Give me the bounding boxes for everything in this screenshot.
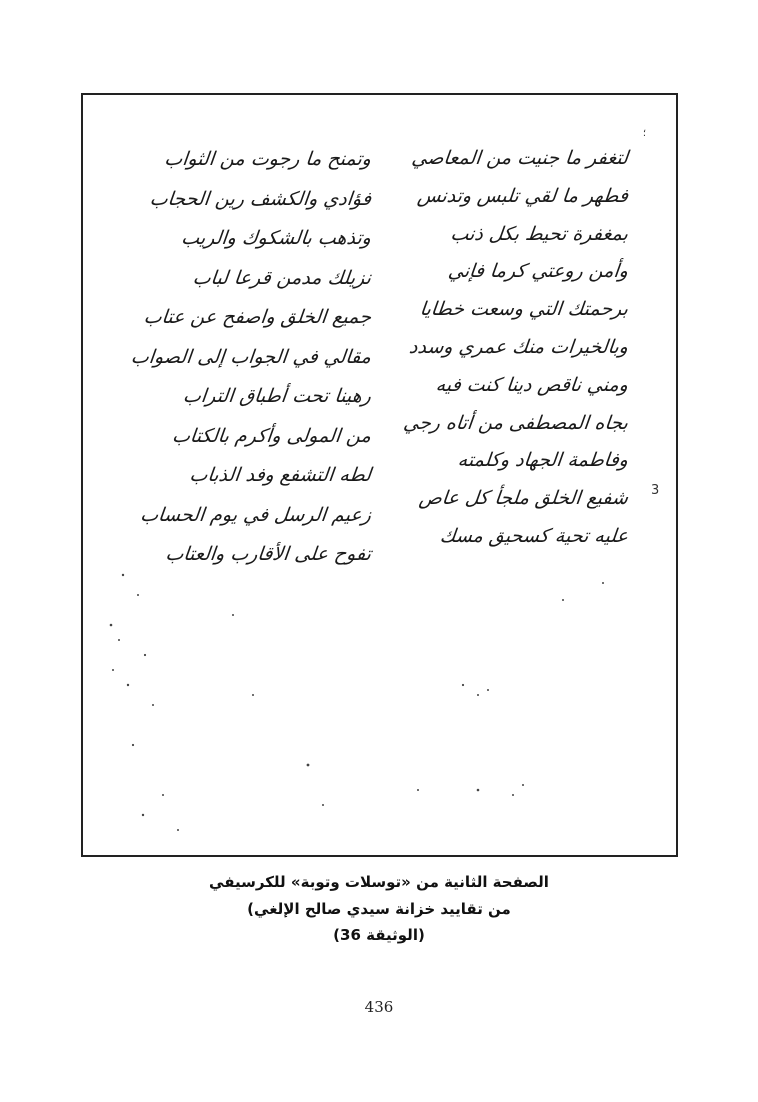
caption-title: الصفحة الثانية من «توسلات وتوبة» للكرسيفي xyxy=(209,873,549,891)
manuscript-left-column xyxy=(106,140,371,575)
verse-line: برحمتك التي وسعت خطايا xyxy=(418,298,630,321)
verse-line: فؤادي والكشف رين الحجاب xyxy=(148,187,373,210)
verse-line: بجاه المصطفى من أتاه رجي xyxy=(402,411,630,434)
verse-line: فطهر ما لقي تلبس وتدنس xyxy=(416,184,630,207)
verse-line: لطه التشفع وفد الذباب xyxy=(188,464,373,486)
verse-line: زعيم الرسل في يوم الحساب xyxy=(139,503,373,526)
verse-line: عليه تحية كسحيق مسك xyxy=(438,524,630,547)
verse-line: رهينا تحت أطباق التراب xyxy=(182,385,373,407)
verse-line: لتغفر ما جنيت من المعاصي xyxy=(410,147,630,169)
verse-line: نزيلك مدمن قرعا لباب xyxy=(191,266,373,289)
verse-line: بمغفرة تحيط بكل ذنب xyxy=(449,222,630,245)
verse-line: جميع الخلق واصفح عن عتاب xyxy=(142,306,373,328)
verse-line: وأمن روعتي كرما فإني xyxy=(446,260,630,283)
verse-line: وفاطمة الجهاد وكلمته xyxy=(456,449,630,472)
caption-source: من تقاييد خزانة سيدي صالح الإلغي) xyxy=(247,900,511,918)
margin-tick: ؛ xyxy=(642,128,646,139)
verse-line: وتمنح ما رجوت من الثواب xyxy=(163,148,373,170)
page-number: 436 xyxy=(364,998,394,1016)
verse-line: وتذهب بالشكوك والريب xyxy=(180,227,373,249)
verse-line: مقالي في الجواب إلى الصواب xyxy=(129,345,373,368)
verse-line: ومني ناقص دينا كنت فيه xyxy=(434,373,630,396)
verse-line: تفوح على الأقارب والعتاب xyxy=(164,543,373,565)
caption-document-number: (الوثيقة 36) xyxy=(333,926,425,944)
manuscript-image xyxy=(81,93,678,857)
verse-line: وبالخيرات منك عمري وسدد xyxy=(408,335,630,358)
verse-line: من المولى وأكرم بالكتاب xyxy=(171,424,373,447)
manuscript-right-column xyxy=(373,140,628,556)
verse-line: شفيع الخلق ملجأ كل عاص xyxy=(417,487,630,510)
line-marker: 3 xyxy=(651,483,660,498)
